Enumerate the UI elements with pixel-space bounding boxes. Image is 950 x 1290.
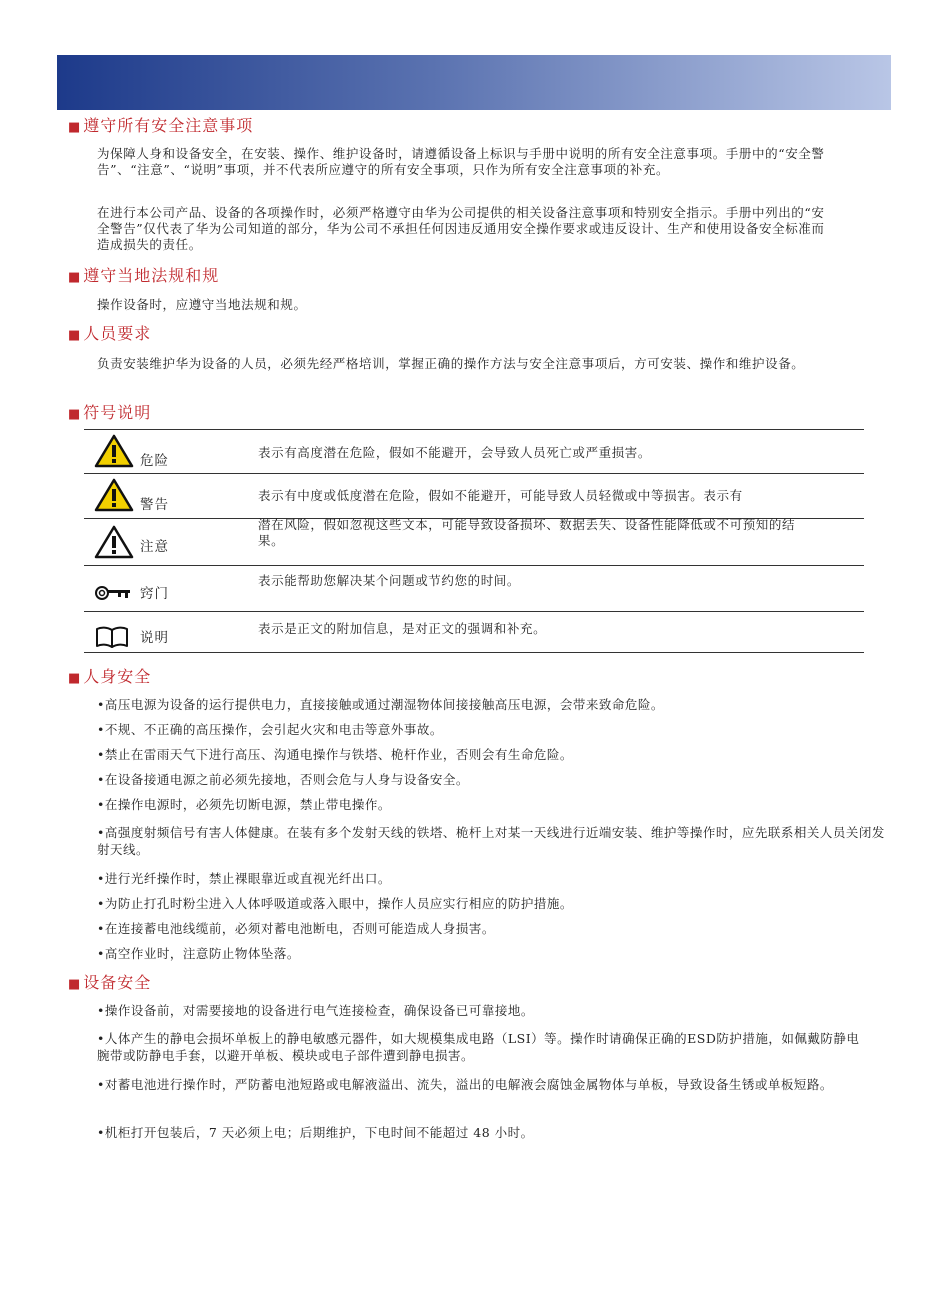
- list-item: •在设备接通电源之前必须先接地，否则会危与人身与设备安全。: [97, 772, 469, 787]
- square-bullet-icon: ■: [68, 328, 82, 343]
- warning-triangle-icon: [94, 478, 134, 516]
- list-item: •在连接蓄电池线缆前，必须对蓄电池断电，否则可能造成人身损害。: [97, 921, 495, 936]
- list-item: •高空作业时，注意防止物体坠落。: [97, 946, 300, 961]
- square-bullet-icon: ■: [68, 977, 82, 992]
- section-title-safety-rules: ■ 遵守所有安全注意事项: [68, 116, 254, 135]
- list-item: •进行光纤操作时，禁止裸眼靠近或直视光纤出口。: [97, 871, 391, 886]
- book-icon: [94, 625, 130, 653]
- key-icon: [94, 582, 132, 608]
- square-bullet-icon: ■: [68, 270, 82, 285]
- list-item: •不规、不正确的高压操作，会引起火灾和电击等意外事故。: [97, 722, 443, 737]
- list-item: •在操作电源时，必须先切断电源，禁止带电操作。: [97, 797, 391, 812]
- square-bullet-icon: ■: [68, 120, 82, 135]
- section-title-local-laws: ■ 遵守当地法规和规: [68, 266, 220, 285]
- symbol-label: 窍门: [140, 586, 169, 602]
- symbol-table: [84, 429, 864, 653]
- table-divider: [84, 429, 864, 430]
- symbol-description: 表示有高度潜在危险，假如不能避开，会导致人员死亡或严重损害。: [258, 445, 652, 460]
- header-banner: [57, 55, 891, 110]
- symbol-label: 说明: [140, 630, 169, 646]
- paragraph: 为保障人身和设备安全，在安装、操作、维护设备时，请遵循设备上标识与手册中说明的所有安全注意事项。手册中的“安全警告”、“注意”、“说明”事项，并不代表所应遵守的所有安全事项，只作为所有安全注意事项的补充。: [97, 146, 825, 177]
- list-item: •为防止打孔时粉尘进入人体呼吸道或落入眼中，操作人员应实行相应的防护措施。: [97, 896, 573, 911]
- danger-triangle-icon: [94, 434, 134, 472]
- list-item: •禁止在雷雨天气下进行高压、沟通电操作与铁塔、桅杆作业，否则会有生命危险。: [97, 747, 573, 762]
- square-bullet-icon: ■: [68, 407, 82, 422]
- symbol-label: 注意: [140, 539, 169, 555]
- caution-triangle-icon: [94, 525, 134, 563]
- square-bullet-icon: ■: [68, 671, 82, 686]
- symbol-label: 危险: [140, 453, 169, 469]
- table-divider: [84, 652, 864, 653]
- section-title-equipment-safety: ■ 设备安全: [68, 973, 152, 992]
- symbol-description: 潜在风险，假如忽视这些文本，可能导致设备损坏、数据丢失、设备性能降低或不可预知的结果。: [258, 517, 796, 548]
- section-title-personnel: ■ 人员要求: [68, 324, 152, 343]
- table-divider: [84, 473, 864, 474]
- list-item: •对蓄电池进行操作时，严防蓄电池短路或电解液溢出、流失，溢出的电解液会腐蚀金属物体与单板，导致设备生锈或单板短路。: [97, 1077, 833, 1092]
- paragraph: 在进行本公司产品、设备的各项操作时，必须严格遵守由华为公司提供的相关设备注意事项和特别安全指示。手册中列出的“安全警告”仅代表了华为公司知道的部分，华为公司不承担任何因违反通用安全操作要求或违反设计、生产和使用设备安全标准而造成损失的责任。: [97, 205, 825, 252]
- list-item: •高强度射频信号有害人体健康。在装有多个发射天线的铁塔、桅杆上对某一天线进行近端安装、维护等操作时，应先联系相关人员关闭发射天线。: [97, 825, 885, 857]
- table-divider: [84, 611, 864, 612]
- paragraph: 负责安装维护华为设备的人员，必须先经严格培训，掌握正确的操作方法与安全注意事项后，方可安装、操作和维护设备。: [97, 356, 805, 371]
- list-item: •人体产生的静电会损坏单板上的静电敏感元器件，如大规模集成电路（LSI）等。操作时请确保正确的ESD防护措施，如佩戴防静电腕带或防静电手套，以避开单板、模块或电子部件遭到静电损害。: [97, 1031, 860, 1063]
- symbol-description: 表示能帮助您解决某个问题或节约您的时间。: [258, 573, 521, 588]
- section-title-symbols: ■ 符号说明: [68, 403, 152, 422]
- paragraph: 操作设备时，应遵守当地法规和规。: [97, 297, 307, 312]
- symbol-label: 警告: [140, 497, 169, 513]
- list-item: •高压电源为设备的运行提供电力，直接接触或通过潮湿物体间接接触高压电源，会带来致命危险。: [97, 697, 664, 712]
- table-divider: [84, 565, 864, 566]
- list-item: •机柜打开包装后，7 天必须上电；后期维护，下电时间不能超过 48 小时。: [97, 1125, 534, 1140]
- symbol-description: 表示有中度或低度潜在危险，假如不能避开，可能导致人员轻微或中等损害。表示有: [258, 488, 743, 503]
- section-title-personal-safety: ■ 人身安全: [68, 667, 152, 686]
- list-item: •操作设备前，对需要接地的设备进行电气连接检查，确保设备已可靠接地。: [97, 1003, 534, 1018]
- symbol-description: 表示是正文的附加信息，是对正文的强调和补充。: [258, 621, 547, 636]
